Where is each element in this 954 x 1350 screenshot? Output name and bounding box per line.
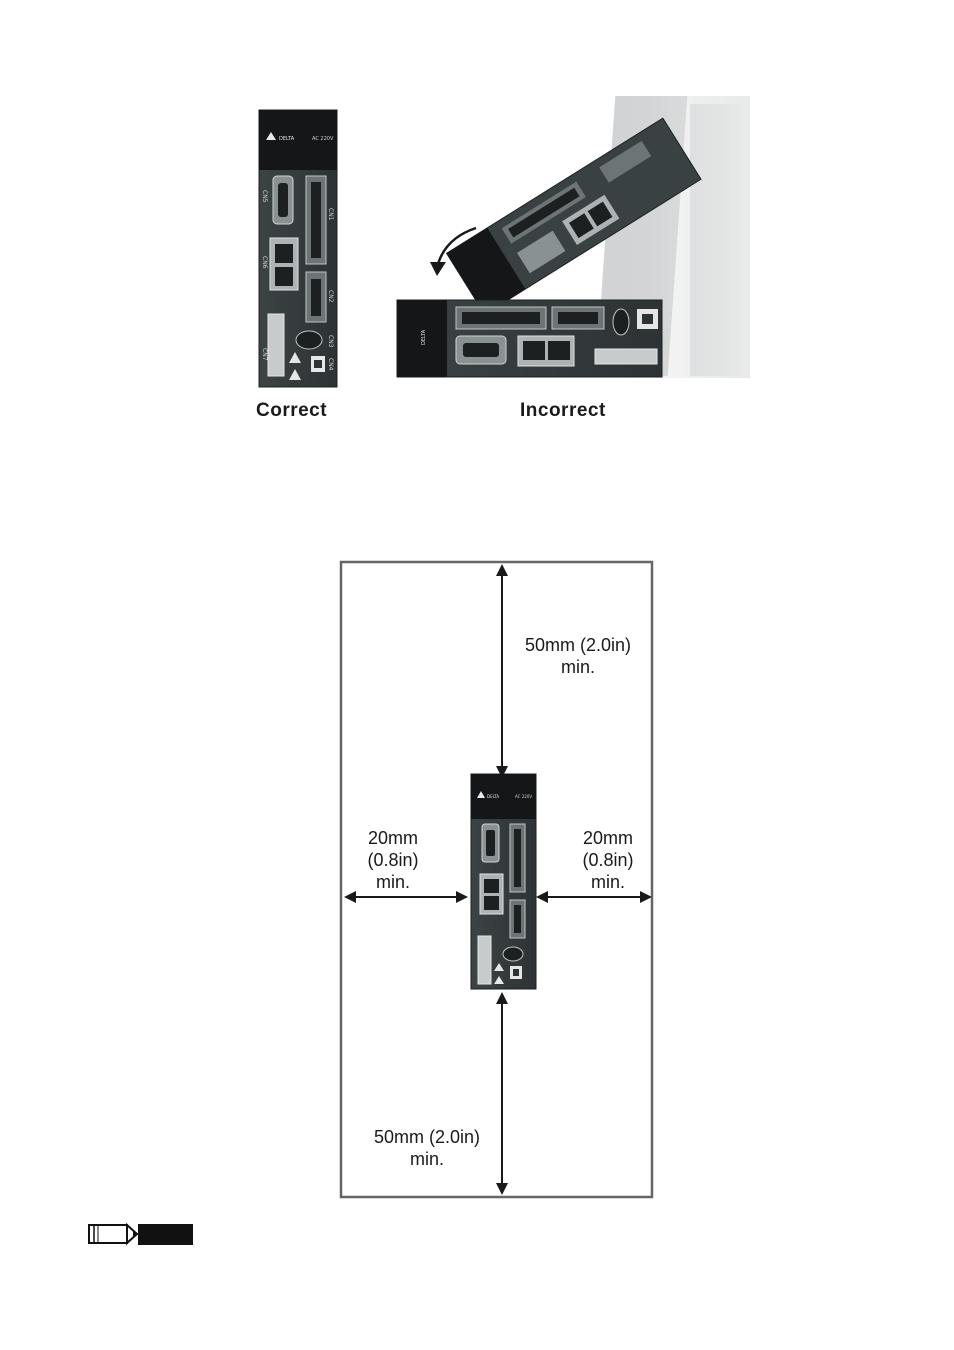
correct-servo-drive <box>259 110 337 387</box>
svg-text:DELTA: DELTA <box>279 136 295 142</box>
svg-text:CN5: CN5 <box>261 190 268 203</box>
svg-text:CN4: CN4 <box>327 358 334 371</box>
correct-caption: Correct <box>256 400 328 421</box>
note-label-bar <box>138 1224 193 1245</box>
mounting-orientation-figure <box>0 0 954 440</box>
svg-text:CN6: CN6 <box>261 256 268 269</box>
clearance-figure <box>0 540 954 1220</box>
svg-text:AC 220V: AC 220V <box>515 794 533 799</box>
servo-drive <box>471 774 536 989</box>
right-clearance-label: 20mm (0.8in) min. <box>582 828 634 892</box>
svg-text:CN7: CN7 <box>261 348 268 361</box>
svg-text:CN1: CN1 <box>327 208 334 221</box>
bottom-clearance-label: 50mm (2.0in) min. <box>373 1127 481 1169</box>
svg-text:CN3: CN3 <box>327 335 334 348</box>
pencil-note-icon <box>86 1222 138 1246</box>
rotation-arrow-head <box>430 262 446 276</box>
svg-text:DELTA: DELTA <box>421 329 427 345</box>
svg-text:DELTA: DELTA <box>487 794 500 799</box>
incorrect-horizontal-servo-drive <box>397 300 662 377</box>
top-clearance-label: 50mm (2.0in) min. <box>524 635 632 677</box>
incorrect-caption: Incorrect <box>520 400 606 421</box>
svg-text:CN2: CN2 <box>327 290 334 303</box>
svg-text:AC 220V: AC 220V <box>312 136 334 142</box>
left-clearance-label: 20mm (0.8in) min. <box>367 828 419 892</box>
